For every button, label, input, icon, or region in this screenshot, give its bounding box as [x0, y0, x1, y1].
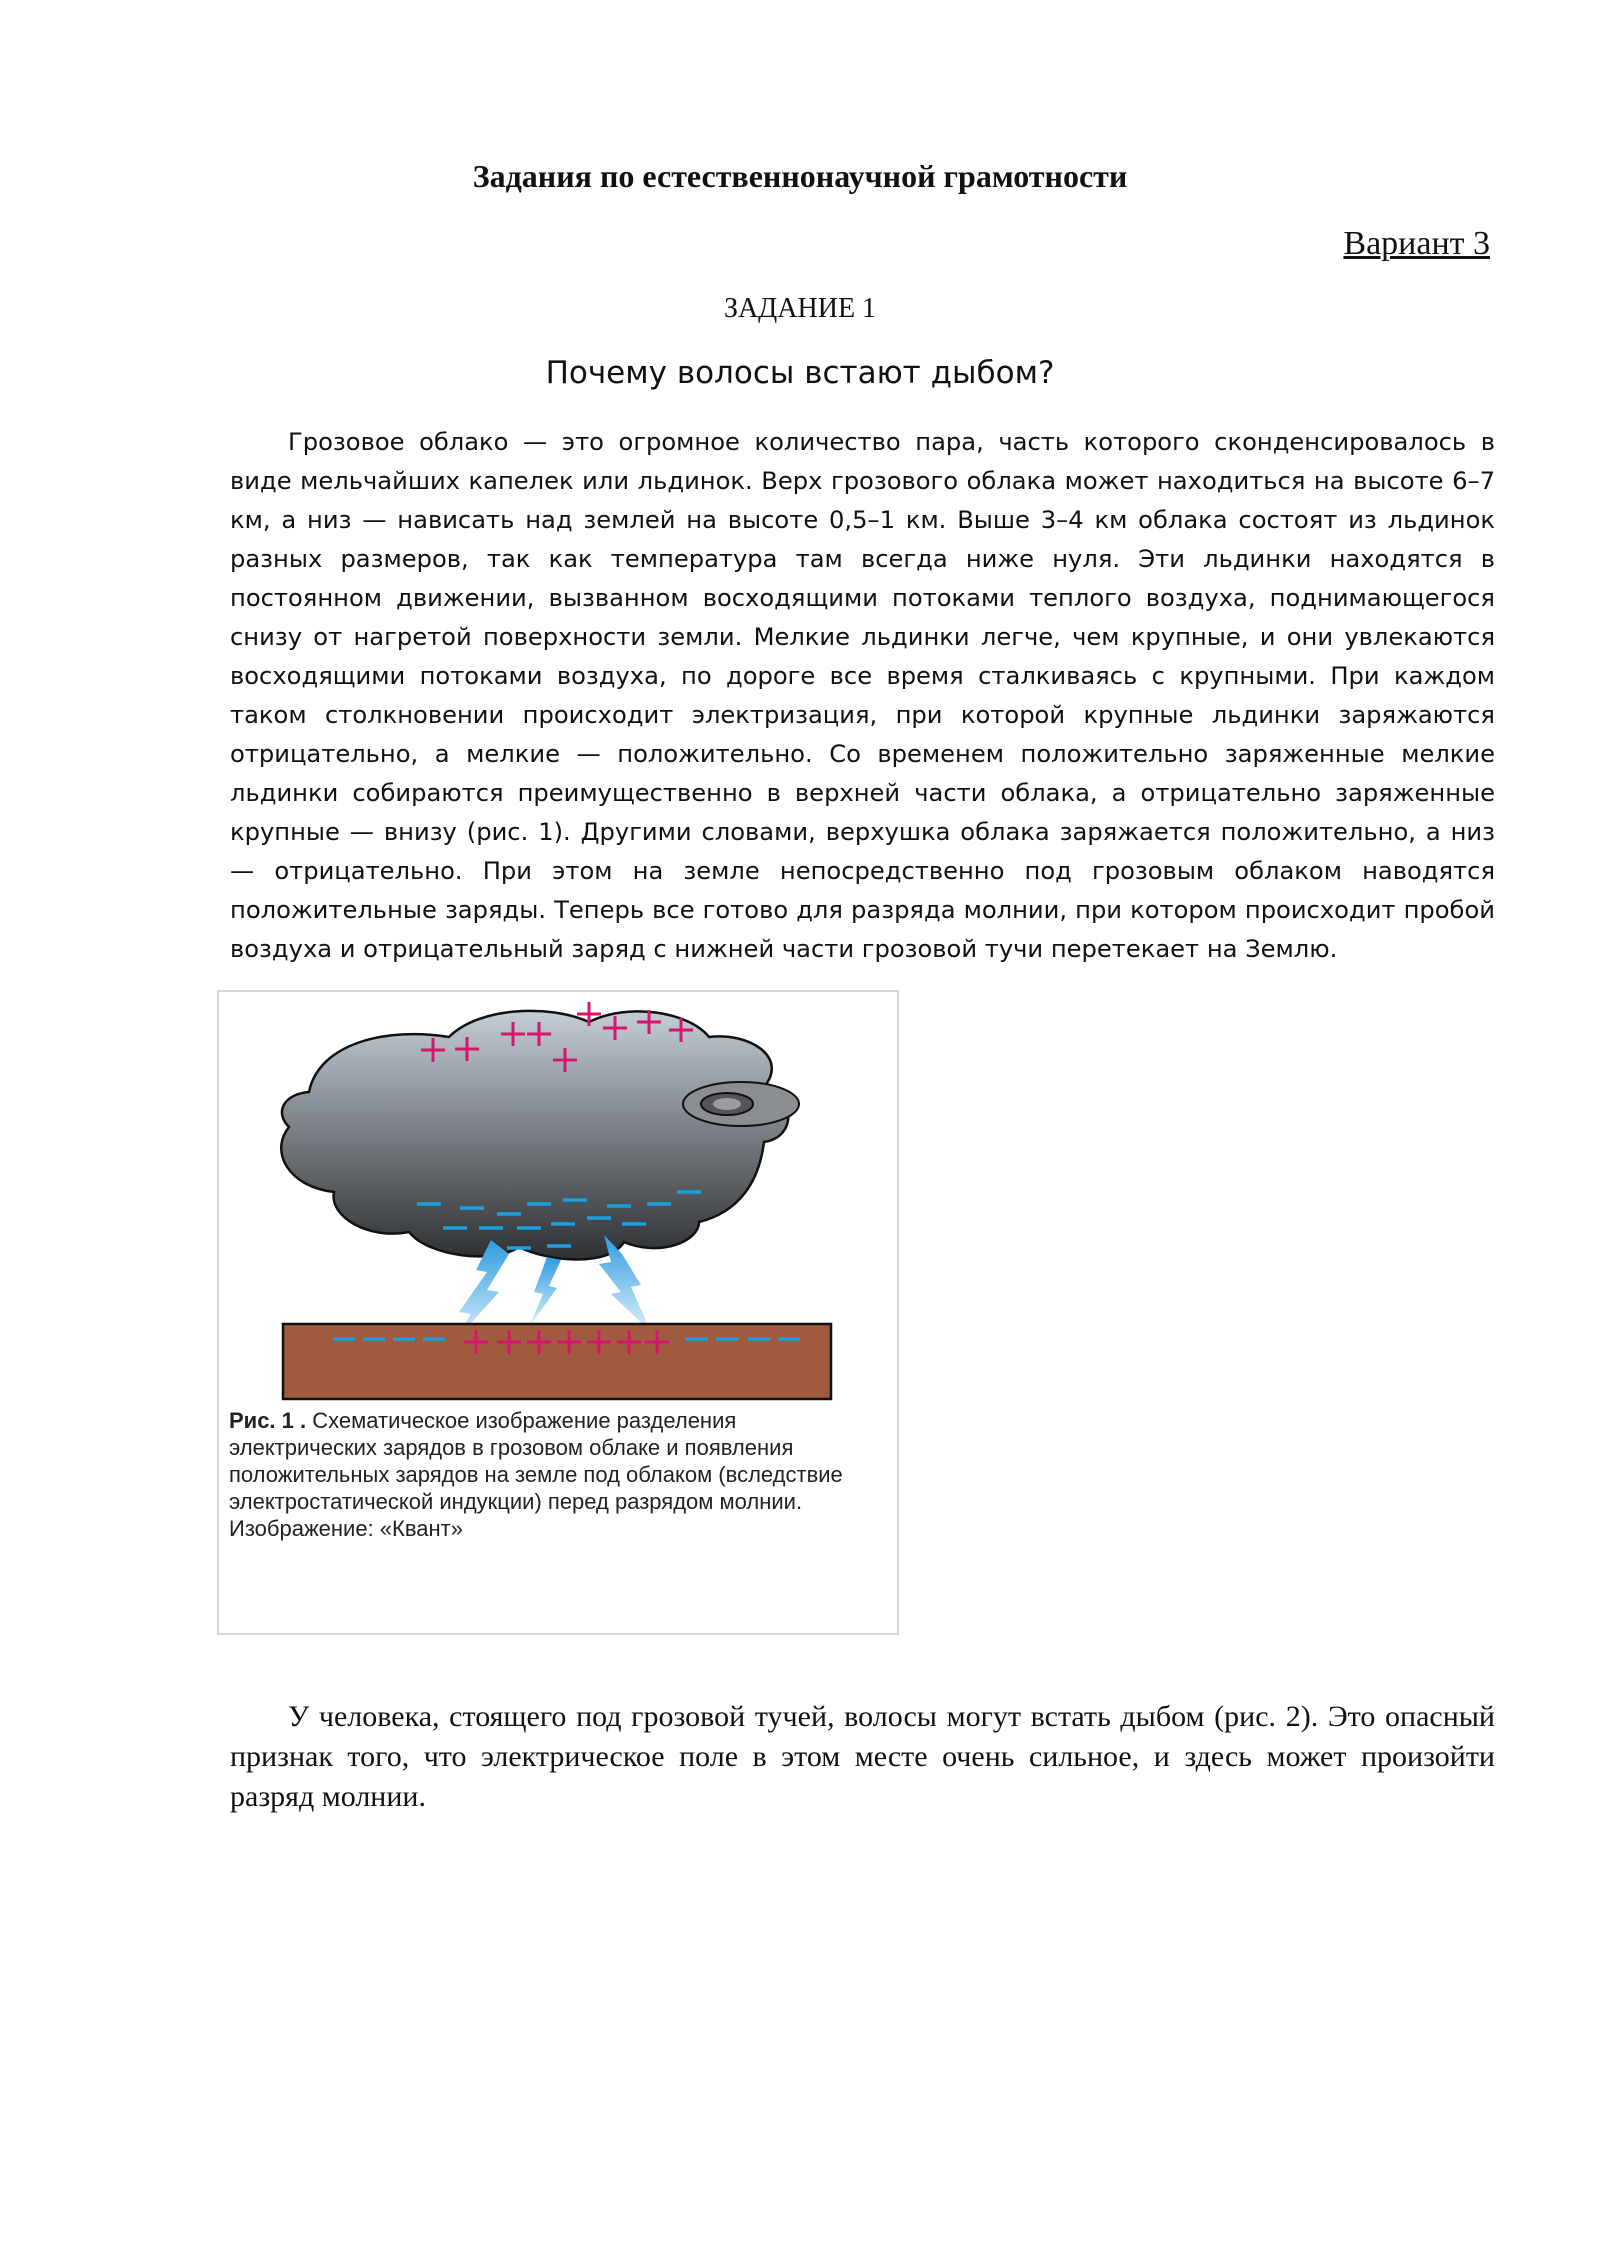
task-question: Почему волосы встают дыбом? — [545, 355, 1055, 391]
lightning-bolt — [529, 1257, 561, 1327]
figure-caption-text: Схематическое изображение разделения электрических зарядов в грозовом облаке и появления положительных зарядов на земле под облаком (вследствие электростатической индукции) перед разрядом молнии. Изображение: «Квант» — [229, 1408, 843, 1541]
closing-paragraph — [230, 1697, 1495, 1817]
figure-1 — [217, 990, 899, 1635]
figure-caption — [229, 1407, 869, 1542]
variant-label: Вариант 3 — [1343, 225, 1490, 262]
ground — [283, 1324, 831, 1399]
thundercloud-illustration — [219, 992, 901, 1402]
page-title: Задания по естественнонаучной грамотности — [472, 158, 1128, 194]
task-number: ЗАДАНИЕ 1 — [723, 293, 877, 324]
figure-caption-label: Рис. 1 . — [229, 1408, 307, 1433]
intro-paragraph — [230, 423, 1495, 969]
cloud-shape — [281, 1011, 788, 1260]
closing-paragraph-text: У человека, стоящего под грозовой тучей, волосы могут встать дыбом (рис. 2). Это опасный признак того, что электрическое поле в этом месте очень сильное, и здесь может произойти разряд молнии. — [230, 1700, 1495, 1813]
intro-paragraph-text: Грозовое облако — это огромное количество пара, часть которого сконденсировалось в виде мельчайших капелек или льдинок. Верх грозового облака может находиться на высоте 6–7 км, а низ — нависать над землей на высоте 0,5–1 км. Выше 3–4 км облака состоят из льдинок разных размеров, так как температура там всегда ниже нуля. Эти льдинки находятся в постоянном движении, вызванном восходящими потоками теплого воздуха, поднимающегося снизу от нагретой поверхности земли. Мелкие льдинки легче, чем крупные, и они увлекаются восходящими потоками воздуха, по дороге все время сталкиваясь с крупными. При каждом таком столкновении происходит электризация, при которой крупные льдинки заряжаются отрицательно, а мелкие — положительно. Со временем положительно заряженные мелкие льдинки собираются преимущественно в верхней части облака, а отрицательно заряженные крупные — внизу (рис. 1). Другими словами, верхушка облака заряжается положительно, а низ — отрицательно. При этом на земле непосредственно под грозовым облаком наводятся положительные заряды. Теперь все готово для разряда молнии, при котором происходит пробой воздуха и отрицательный заряд с нижней части грозовой тучи перетекает на Землю. — [230, 428, 1495, 963]
